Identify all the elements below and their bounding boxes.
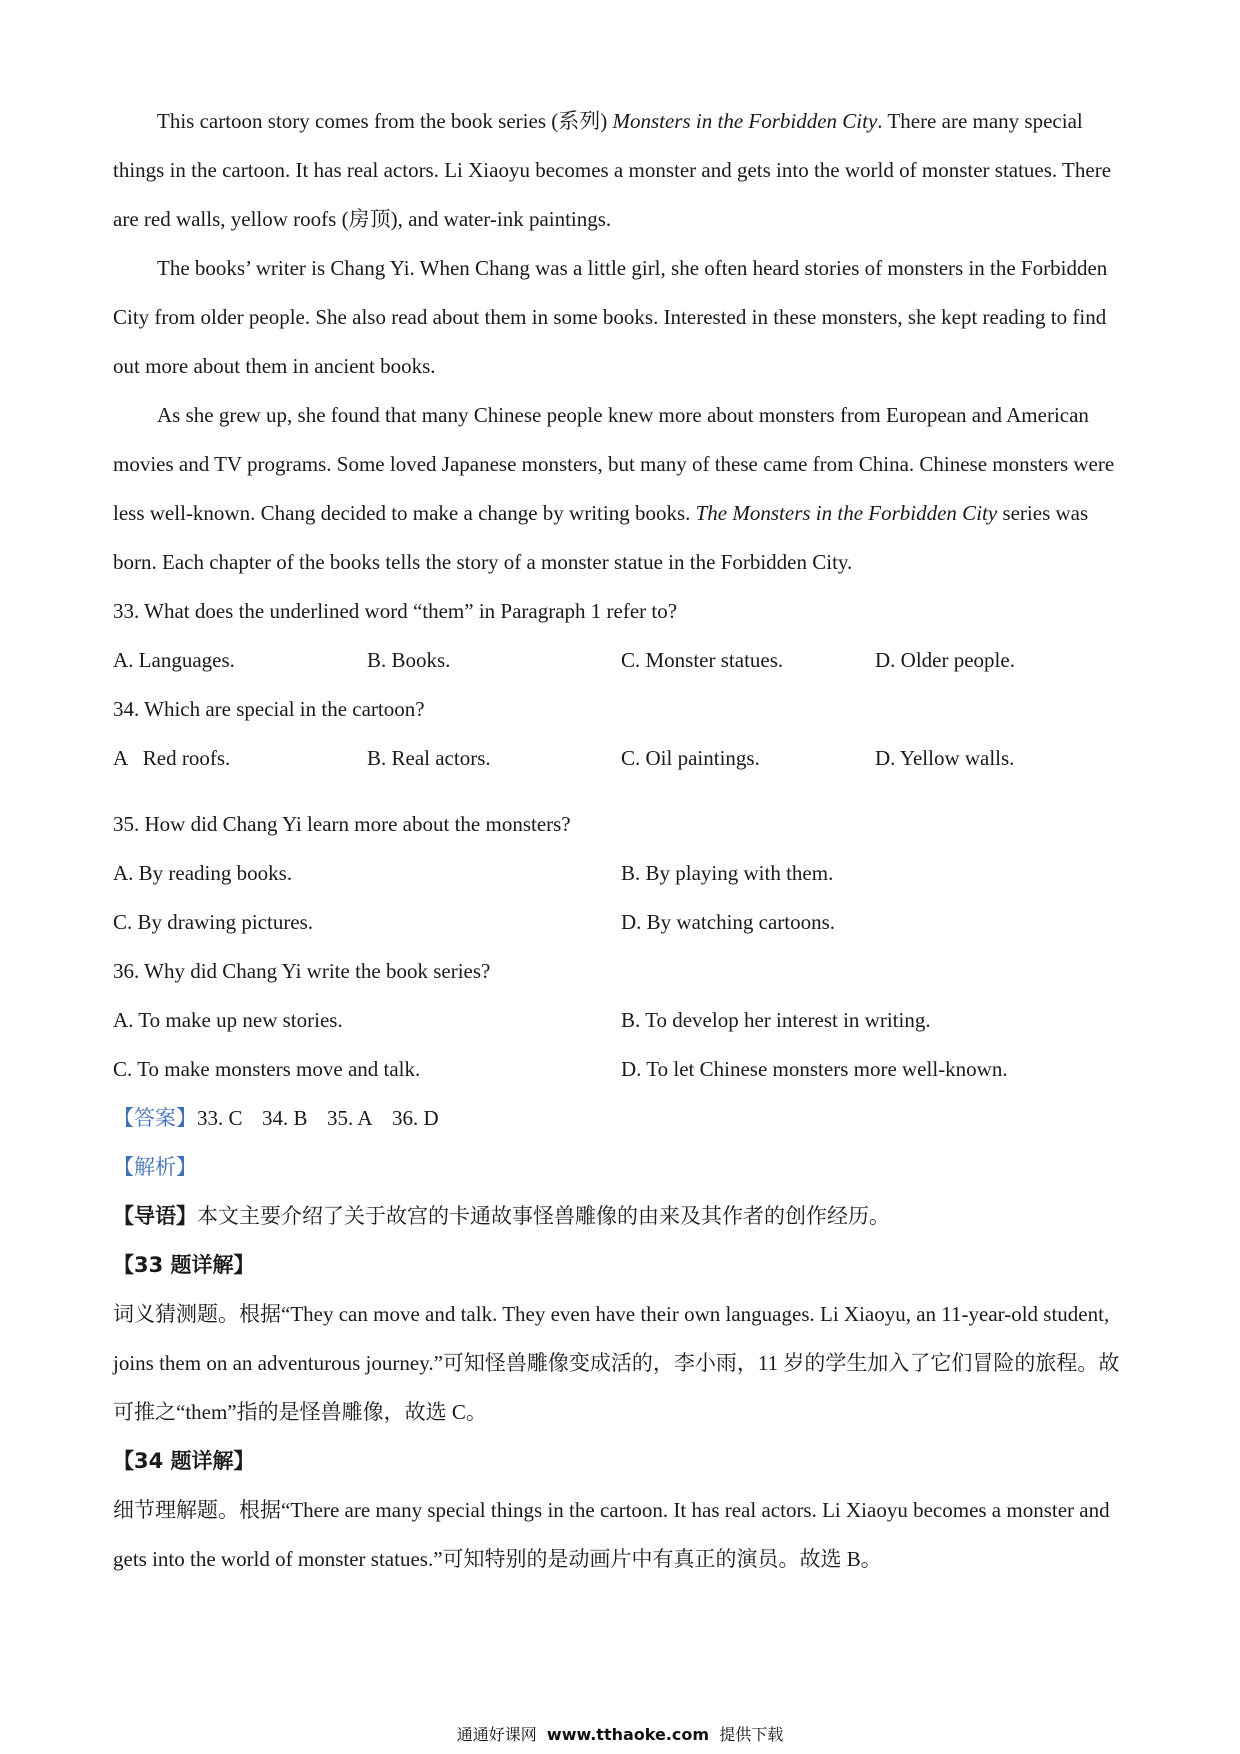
p1-text-before: This cartoon story comes from the book series (系列) — [157, 109, 613, 133]
passage-paragraph-3 — [113, 391, 1133, 587]
p3-text-after: series was born. Each chapter of the books tells the story of a monster statue in the Forbidden City. — [113, 501, 1089, 574]
option-d[interactable]: D. Yellow walls. — [875, 746, 1015, 770]
answer-item: 35. A — [327, 1106, 373, 1130]
footer-url[interactable]: www.tthaoke.com — [546, 1725, 710, 1744]
option-c[interactable]: C. To make monsters move and talk. — [113, 1057, 421, 1081]
answer-label: 【答案】 — [113, 1106, 197, 1130]
answer-line — [113, 1094, 1133, 1143]
p3-text-before: As she grew up, she found that many Chinese people knew more about monsters from European and American movies and TV programs. Some loved Japanese monsters, but many of these came from China. Chinese monsters were less well-known. Chang decided to make a change by writing books. — [113, 403, 1115, 525]
detail-34-text: 细节理解题。根据“There are many special things in the cartoon. It has real actors. Li Xiaoyu becomes a monster and gets into the world of monster statues.”可知特别的是动画片中有真正的演员。故选 B。 — [113, 1498, 1110, 1571]
answer-item: 34. B — [262, 1106, 308, 1130]
option-c[interactable]: C. Oil paintings. — [621, 746, 760, 770]
p3-book-title: The Monsters in the Forbidden City — [695, 501, 998, 525]
question-35-options-row-2 — [113, 898, 1133, 947]
intro-label: 【导语】 — [113, 1204, 197, 1228]
question-35-options-row-1 — [113, 849, 1133, 898]
question-36-options-row-1 — [113, 996, 1133, 1045]
question-34-options — [113, 734, 1133, 783]
intro-text: 本文主要介绍了关于故宫的卡通故事怪兽雕像的由来及其作者的创作经历。 — [197, 1204, 890, 1228]
option-b[interactable]: B. Books. — [367, 648, 451, 672]
p1-book-title: Monsters in the Forbidden City — [612, 109, 878, 133]
passage-paragraph-2: The books’ writer is Chang Yi. When Chang was a little girl, she often heard stories of monsters in the Forbidden City from older people. She also read about them in some books. Interested in these monsters, she kept reading to find out more about them in ancient books. — [113, 256, 1108, 378]
option-b[interactable]: B. By playing with them. — [621, 861, 834, 885]
footer-site-name: 通通好课网 — [456, 1725, 537, 1744]
question-36-stem: 36. Why did Chang Yi write the book series? — [113, 959, 491, 983]
passage-paragraph-1 — [113, 97, 1133, 244]
option-c[interactable]: C. By drawing pictures. — [113, 910, 314, 934]
detail-34-label: 【34 题详解】 — [113, 1449, 255, 1473]
option-c[interactable]: C. Monster statues. — [621, 648, 784, 672]
answer-item: 36. D — [392, 1106, 439, 1130]
question-36-options-row-2 — [113, 1045, 1133, 1094]
p1-text-after: . There are many special things in the cartoon. It has real actors. Li Xiaoyu becomes a monster and gets into the world of monster statues. There are red walls, yellow roofs (房顶), and water-ink paintings. — [113, 109, 1112, 231]
option-a[interactable]: A. To make up new stories. — [113, 1008, 343, 1032]
option-d[interactable]: D. Older people. — [875, 648, 1015, 672]
option-b[interactable]: B. To develop her interest in writing. — [621, 1008, 931, 1032]
option-d[interactable]: D. To let Chinese monsters more well-known. — [621, 1057, 1008, 1081]
intro-line — [113, 1192, 1133, 1241]
detail-33-text: 词义猜测题。根据“They can move and talk. They even have their own languages. Li Xiaoyu, an 11-year-old student, joins them on an adventurous journey.”可知怪兽雕像变成活的，李小雨，11 岁的学生加入了它们冒险的旅程。故可推之“them”指的是怪兽雕像，故选 C。 — [113, 1302, 1120, 1424]
question-33-stem: 33. What does the underlined word “them” in Paragraph 1 refer to? — [113, 599, 678, 623]
question-35-stem: 35. How did Chang Yi learn more about the monsters? — [113, 812, 571, 836]
option-a[interactable]: A Red roofs. — [113, 746, 231, 770]
answer-item: 33. C — [197, 1106, 243, 1130]
document-page — [113, 97, 1133, 1584]
option-a[interactable]: A. By reading books. — [113, 861, 293, 885]
analysis-label: 【解析】 — [113, 1155, 197, 1179]
option-d[interactable]: D. By watching cartoons. — [621, 910, 836, 934]
footer-note: 提供下载 — [719, 1725, 784, 1744]
option-a[interactable]: A. Languages. — [113, 648, 235, 672]
spacer — [113, 783, 1133, 800]
question-34-stem: 34. Which are special in the cartoon? — [113, 697, 425, 721]
detail-33-label: 【33 题详解】 — [113, 1253, 255, 1277]
page-footer — [0, 1722, 1240, 1745]
option-b[interactable]: B. Real actors. — [367, 746, 491, 770]
question-33-options — [113, 636, 1133, 685]
